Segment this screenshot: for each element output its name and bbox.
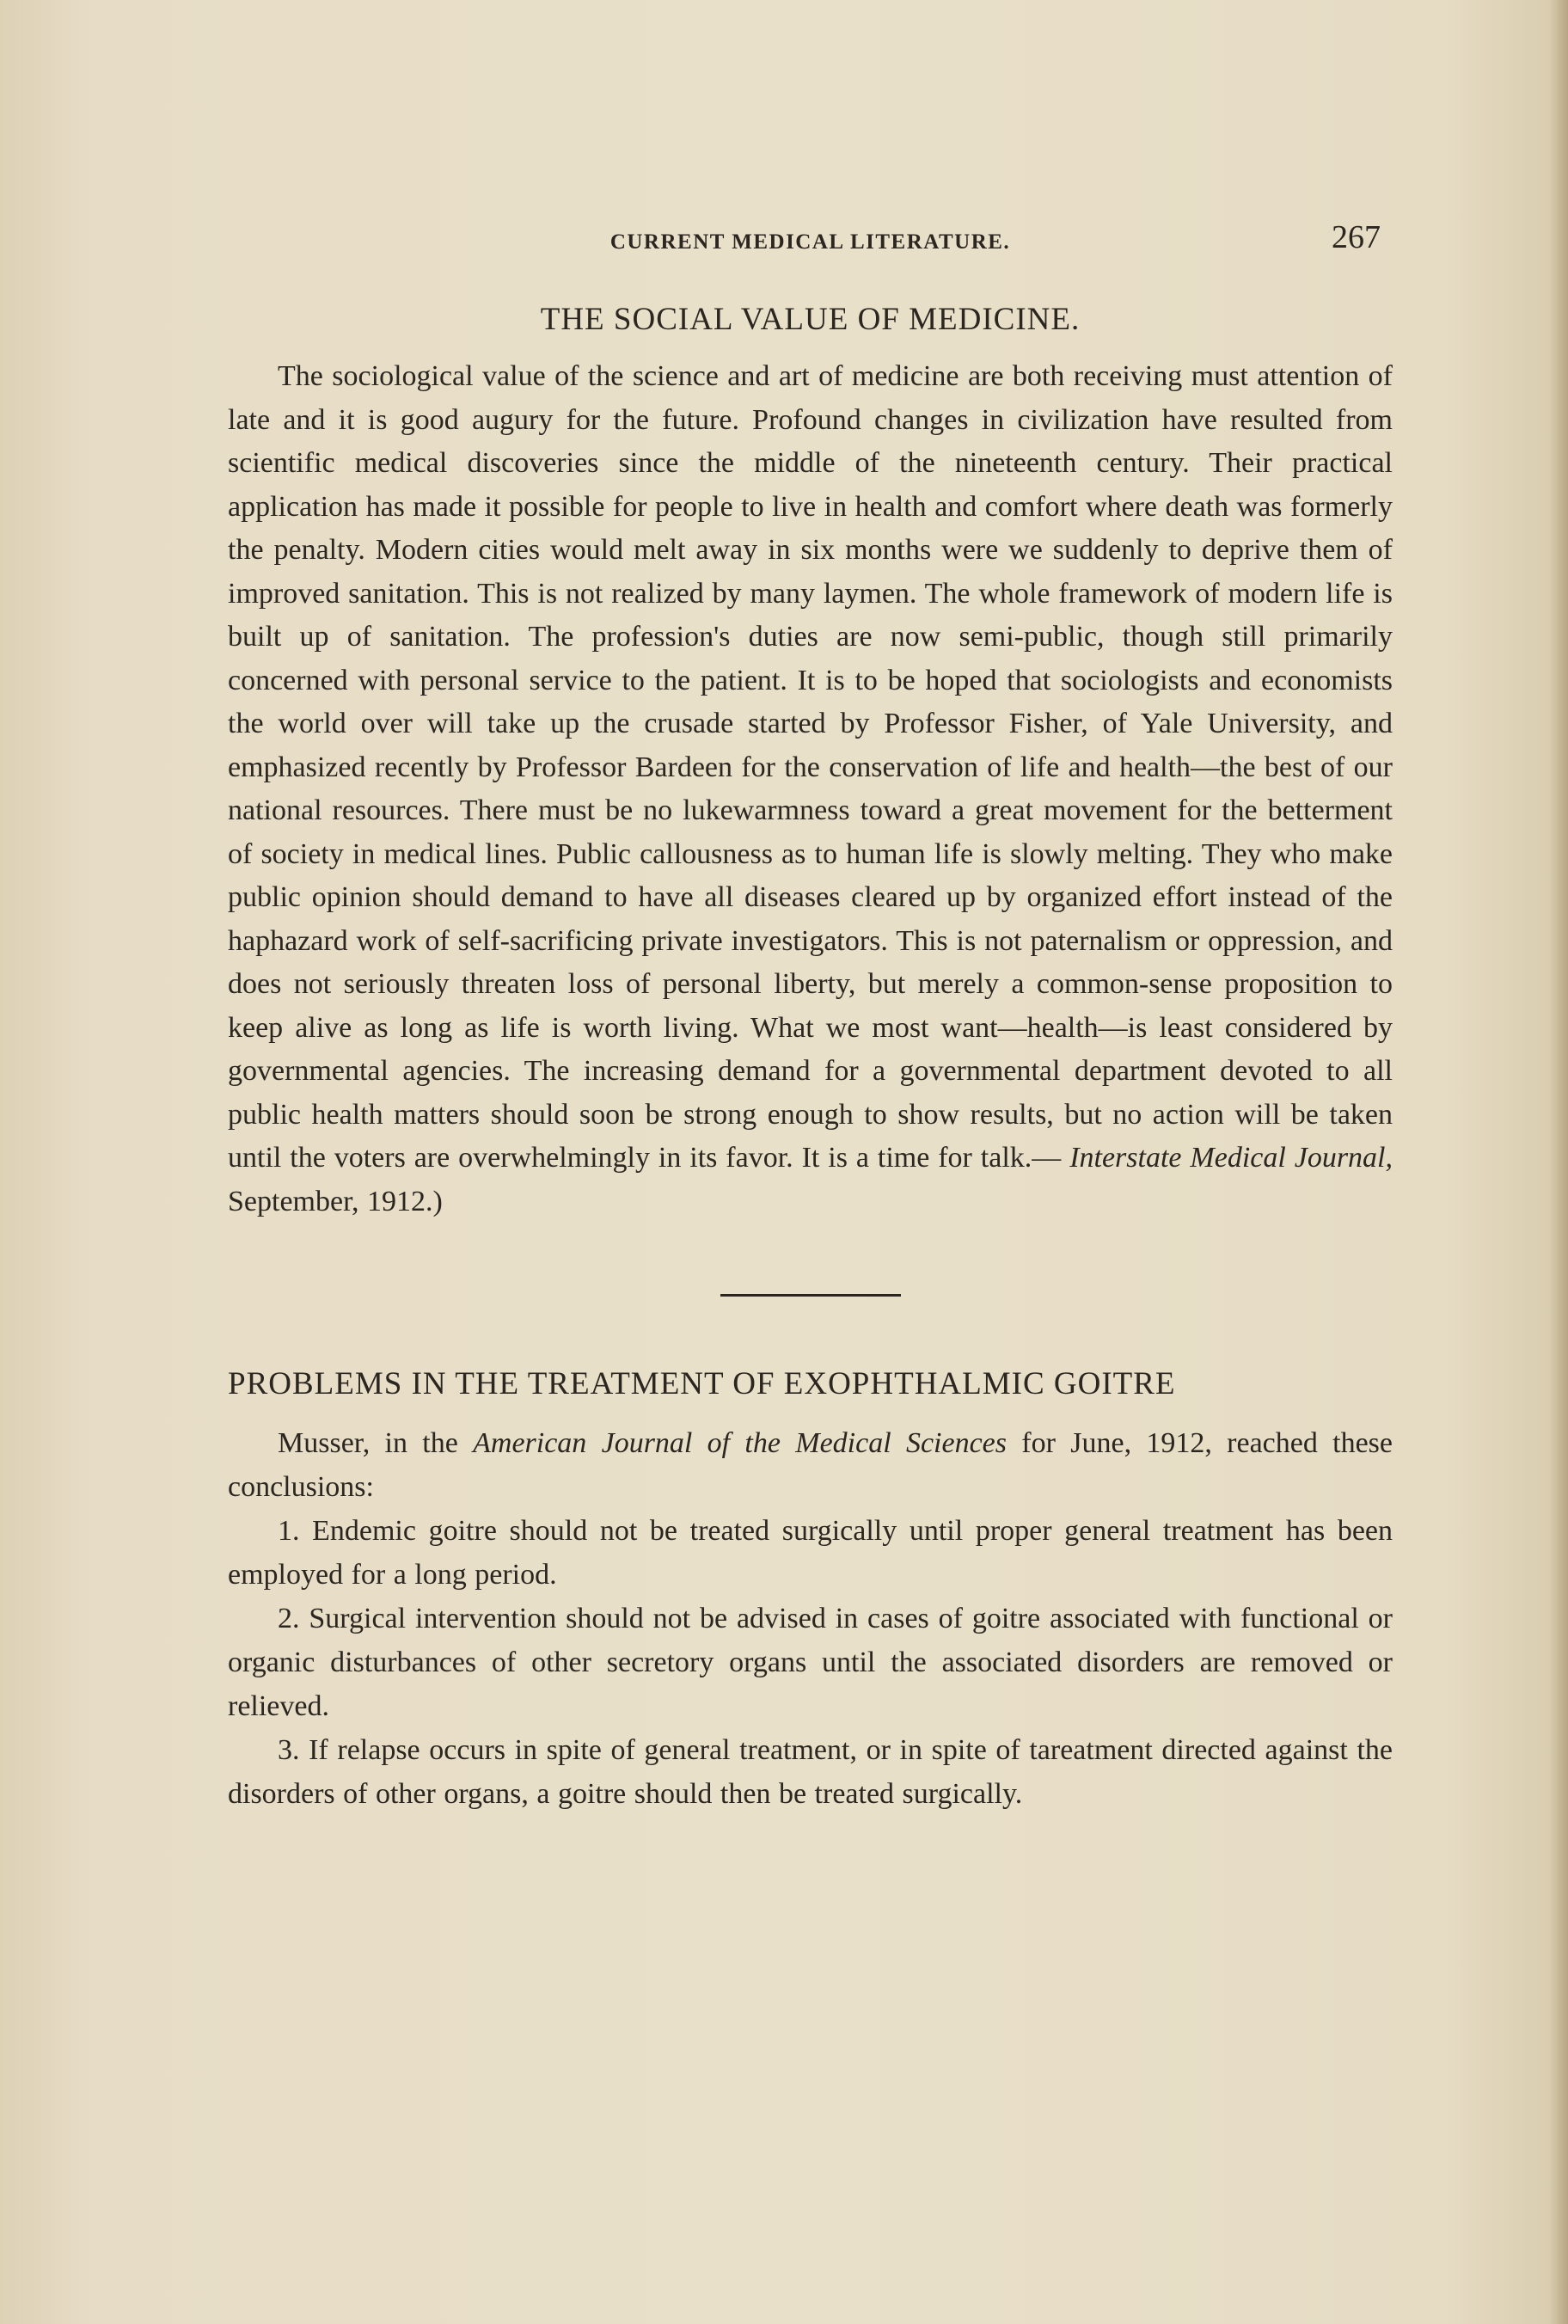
citation-journal: Interstate Medical Journal, xyxy=(1069,1142,1393,1174)
page-edge-shadow xyxy=(1549,0,1568,2324)
conclusion-item: 1. Endemic goitre should not be treated surgically until proper general treatment has been employed for a long period. xyxy=(228,1515,1393,1591)
goitre-intro-after: for June, 1912, reached these conclusions: xyxy=(228,1427,1393,1503)
page-number: 267 xyxy=(1332,219,1381,255)
article-title-social-value: THE SOCIAL VALUE OF MEDICINE. xyxy=(540,302,1081,337)
conclusion-item: 3. If relapse occurs in spite of general treatment, or in spite of tareatment directed against the disorders of other organs, a goitre should then be treated surgically. xyxy=(228,1734,1393,1810)
goitre-intro-journal: American Journal of the Medical Sciences xyxy=(473,1427,1007,1459)
citation-date: September, 1912.) xyxy=(228,1185,443,1217)
goitre-intro xyxy=(228,1421,1393,1509)
page-content xyxy=(228,215,1393,1816)
conclusion-item: 2. Surgical intervention should not be advised in cases of goitre associated with functional or organic disturbances of other secretory organs until the associated disorders are removed or relieved. xyxy=(228,1603,1393,1722)
article-body-text: The sociological value of the science and art of medicine are both receiving must attention of late and it is good augury for the future. Profound changes in civilization have resulted from scientific medical discoveries since the middle of the nineteenth century. Their practical application has made it possible for people to live in health and comfort where death was formerly the penalty. Modern cities would melt away in six months were we suddenly to deprive them of improved sanitation. This is not realized by many laymen. The whole framework of modern life is built up of sanitation. The profession's duties are now semi-public, though still primarily concerned with personal service to the patient. It is to be hoped that sociologists and economists the world over will take up the crusade started by Professor Fisher, of Yale University, and emphasized recently by Professor Bardeen for the conservation of life and health—the best of our national resources. There must be no lukewarmness toward a great movement for the betterment of society in medical lines. Public callousness as to human life is slowly melting. They who make public opinion should demand to have all diseases cleared up by organized effort instead of the haphazard work of self-sacrificing private investigators. This is not paternalism or oppression, and does not seriously threaten loss of personal liberty, but merely a common-sense proposition to keep alive as long as life is worth living. What we most want—health—is least considered by governmental agencies. The increasing demand for a governmental department devoted to all public health matters should soon be strong enough to show results, but no action will be taken until the voters are overwhelmingly in its favor. It is a time for talk.— xyxy=(228,360,1393,1174)
running-title: CURRENT MEDICAL LITERATURE. xyxy=(609,230,1011,254)
article-body-social-value xyxy=(228,355,1393,1223)
goitre-intro-before: Musser, in the xyxy=(278,1427,474,1459)
running-head xyxy=(228,215,1393,267)
section-divider xyxy=(720,1294,901,1297)
article-title-goitre: PROBLEMS IN THE TREATMENT OF EXOPHTHALMIC GOITRE xyxy=(228,1366,1176,1401)
